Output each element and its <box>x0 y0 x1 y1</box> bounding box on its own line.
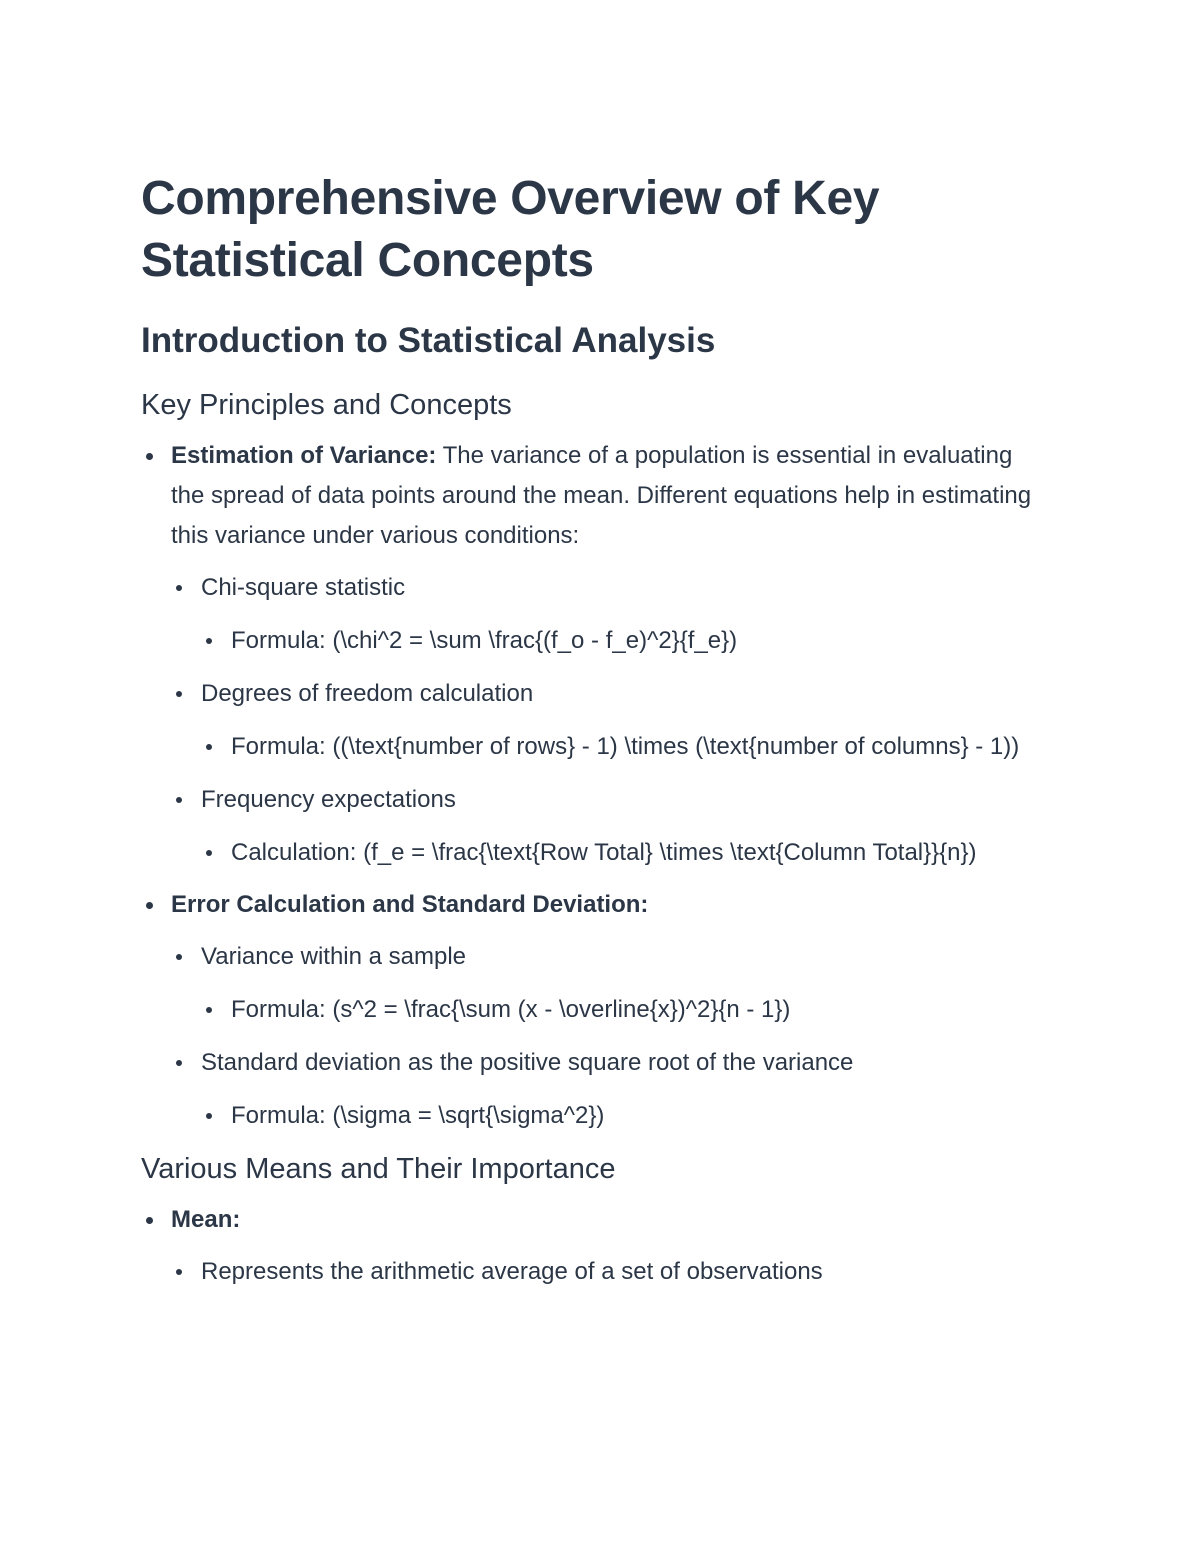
bullet-icon <box>176 1269 182 1275</box>
item-label: Error Calculation and Standard Deviation: <box>171 891 649 918</box>
bullet-icon <box>176 691 182 697</box>
list-item-arithmetic-average <box>201 1252 1041 1292</box>
formula-text: Formula: ((\text{number of rows} - 1) \times (\text{number of columns} - 1)) <box>231 733 1020 760</box>
item-text: Represents the arithmetic average of a set of observations <box>201 1258 823 1285</box>
list-item-calculation <box>231 833 1041 873</box>
list-item-formula <box>231 990 1041 1030</box>
various-means-list <box>141 1200 1041 1292</box>
list-item-chi-square <box>201 568 1041 661</box>
item-text: The variance of a population is essential in evaluating the spread of data points around the mean. Different equations help in estimating this variance under various conditions: <box>171 442 1032 549</box>
bullet-icon <box>206 1113 212 1119</box>
list-item-variance-within-sample <box>201 937 1041 1030</box>
item-label: Estimation of Variance: <box>171 442 437 469</box>
item-text: Chi-square statistic <box>201 574 406 601</box>
bullet-icon <box>176 1060 182 1066</box>
sub-list <box>171 568 1041 873</box>
document-title: Comprehensive Overview of Key Statistical Concepts <box>141 172 880 287</box>
item-text: Degrees of freedom calculation <box>201 680 534 707</box>
sub-sub-list <box>201 621 1041 661</box>
bullet-icon <box>146 453 153 460</box>
list-item-frequency-expectations <box>201 780 1041 873</box>
bullet-icon <box>206 638 212 644</box>
bullet-icon <box>206 1007 212 1013</box>
list-item-error-calculation <box>171 885 1041 1136</box>
list-item-formula <box>231 727 1041 767</box>
formula-text: Calculation: (f_e = \frac{\text{Row Total} \times \text{Column Total}}{n}) <box>231 839 977 866</box>
bullet-icon <box>206 850 212 856</box>
sub-list <box>171 1252 1041 1292</box>
sub-list <box>171 937 1041 1136</box>
bullet-icon <box>176 797 182 803</box>
bullet-icon <box>176 585 182 591</box>
list-item-mean <box>171 1200 1041 1292</box>
formula-text: Formula: (s^2 = \frac{\sum (x - \overline{x})^2}{n - 1}) <box>231 996 791 1023</box>
document-page <box>141 168 1041 1292</box>
list-item-formula <box>231 621 1041 661</box>
list-item-degrees-of-freedom <box>201 674 1041 767</box>
sub-sub-list <box>201 833 1041 873</box>
subsection-heading-key-principles: Key Principles and Concepts <box>141 389 512 421</box>
subsection-heading-various-means: Various Means and Their Importance <box>141 1153 616 1185</box>
sub-sub-list <box>201 727 1041 767</box>
list-item-formula <box>231 1096 1041 1136</box>
bullet-icon <box>146 902 153 909</box>
list-item-standard-deviation <box>201 1043 1041 1136</box>
list-item-estimation-of-variance <box>171 436 1041 873</box>
item-text: Variance within a sample <box>201 943 467 970</box>
bullet-icon <box>206 744 212 750</box>
sub-sub-list <box>201 990 1041 1030</box>
key-principles-list <box>141 436 1041 1136</box>
item-text: Frequency expectations <box>201 786 456 813</box>
item-label: Mean: <box>171 1206 241 1233</box>
bullet-icon <box>146 1217 153 1224</box>
formula-text: Formula: (\sigma = \sqrt{\sigma^2}) <box>231 1102 605 1129</box>
bullet-icon <box>176 954 182 960</box>
section-heading: Introduction to Statistical Analysis <box>141 321 716 360</box>
sub-sub-list <box>201 1096 1041 1136</box>
formula-text: Formula: (\chi^2 = \sum \frac{(f_o - f_e)^2}{f_e}) <box>231 627 738 654</box>
item-text: Standard deviation as the positive square root of the variance <box>201 1049 854 1076</box>
